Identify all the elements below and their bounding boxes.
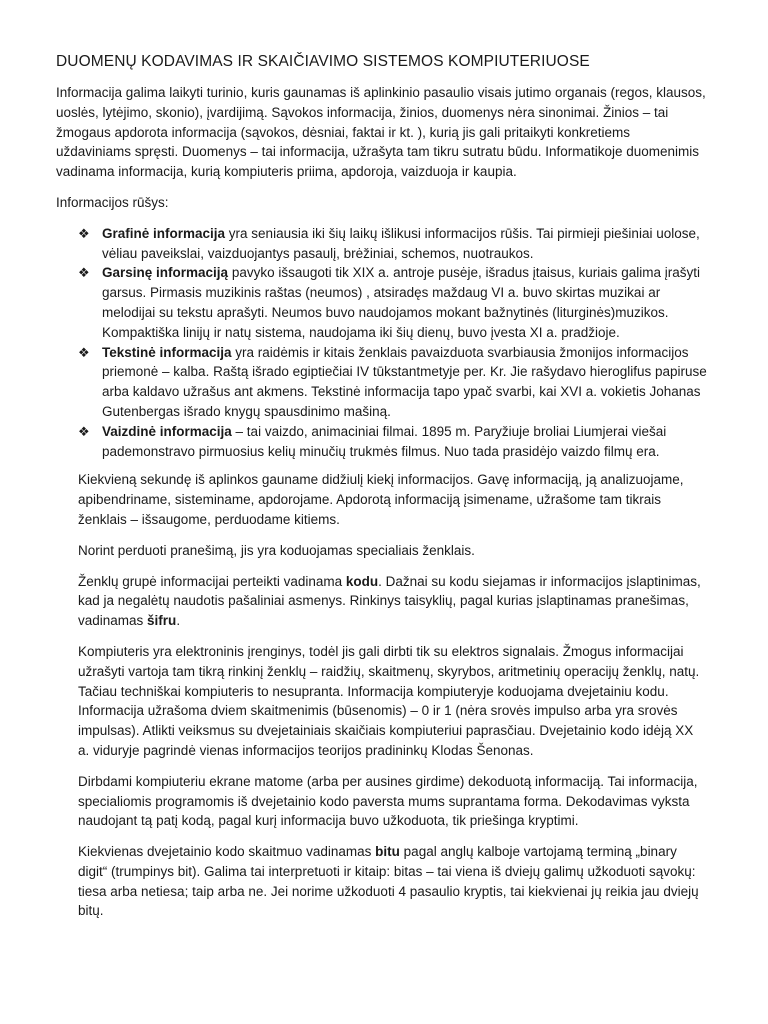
term-visual: Vaizdinė informacija — [102, 423, 232, 439]
document-title: DUOMENŲ KODAVIMAS IR SKAIČIAVIMO SISTEMOS KOMPIUTERIUOSE — [56, 53, 590, 70]
list-item — [78, 263, 708, 342]
term-visual-text: – tai vaizdo, animaciniai filmai. 1895 m. Paryžiuje broliai Liumjerai viešai pademonstravo pirmuosius kelių minučių trukmės filmus. Nuo tada prasidėjo vaizdo filmų era. — [102, 423, 667, 459]
diamond-bullet-icon: ❖ — [78, 423, 90, 439]
bit-text-c: pagal anglų kalboje vartojamą terminą „binary digit“ (trumpinys bit). Galima tai interpretuoti ir kitaip: bitas – tai viena iš dviejų galimų užkoduoti sąvokų: tiesa arba netiesa; taip arba ne. Jei norime užkoduoti 4 pasaulio kryptis, tai kiekvienai jų reikia jau dviejų bitų. — [78, 844, 699, 919]
diamond-bullet-icon: ❖ — [78, 265, 90, 281]
information-types-list — [78, 224, 708, 462]
diamond-bullet-icon: ❖ — [78, 225, 90, 241]
term-code: kodu — [345, 573, 379, 589]
diamond-bullet-icon: ❖ — [78, 344, 90, 360]
transmit-paragraph: Norint perduoti pranešimą, jis yra koduojamas specialiais ženklais. — [78, 542, 475, 558]
decode-paragraph: Dirbdami kompiuteriu ekrane matome (arba per ausines girdime) dekoduotą informaciją. Tai informacija, specialiomis programomis iš dvejetainio kodo paversta mums suprantama forma. Dekodavimas vyksta naudojant tą patį kodą, pagal kurį informacija buvo užkoduota, tik priešinga kryptimi. — [78, 773, 698, 829]
term-sound: Garsinę informaciją — [102, 265, 229, 281]
list-item — [78, 343, 708, 422]
bit-text-a: Kiekvienas dvejetainio kodo skaitmuo vadinamas — [78, 844, 376, 860]
term-bit: bitu — [375, 844, 400, 860]
code-text-a: Ženklų grupė informacijai perteikti vadinama — [78, 573, 346, 589]
term-graphic: Grafinė informacija — [102, 225, 226, 241]
term-text-text: yra raidėmis ir kitais ženklais pavaizduota svarbiausia žmonijos informacijos priemonė – kalba. Raštą išrado egiptiečiai IV tūkstantmetyje per. Kr. Jie rašydavo hieroglifus papiruse arba kaldavo užrašus ant akmens. Tekstinė informacija tapo ypač svarbi, kai XVI a. vokietis Johanas Gutenbergas išrado knygų spausdinimo mašiną. — [102, 344, 707, 419]
term-cipher: šifru — [147, 613, 177, 629]
types-heading: Informacijos rūšys: — [56, 194, 169, 210]
list-item — [78, 422, 708, 462]
term-graphic-text: yra seniausia iki šių laikų išlikusi informacijos rūšis. Tai pirmieji piešiniai uolose, vėliau paveikslai, vaizduojantys pasaulį, brėžiniai, schemos, nuotraukos. — [102, 225, 700, 261]
intro-paragraph: Informacija galima laikyti turinio, kuris gaunamas iš aplinkinio pasaulio visais jutimo organais (regos, klausos, uoslės, lytėjimo, skonio), įvardijimą. Sąvokos informacija, žinios, duomenys nėra sinonimai. Žinios – tai žmogaus apdorota informacija (sąvokos, dėsniai, faktai ir kt. ), kurią jis gali pritaikyti konkretiems uždaviniams spręsti. Duomenys – tai informacija, užrašyta tam tikru sutratu būdu. Informatikoje duomenimis vadinama informacija, kurią kompiuteris priima, apdoroja, vaizduoja ir kaupia. — [56, 85, 706, 180]
body-section — [56, 470, 708, 921]
bit-paragraph — [78, 842, 708, 921]
code-paragraph — [78, 572, 708, 631]
computer-paragraph: Kompiuteris yra elektroninis įrenginys, todėl jis gali dirbti tik su elektros signalais. Žmogus informacijai užrašyti vartoja tam tikrą rinkinį ženklų – raidžių, skaitmenų, skyrybos, aritmetinių operacijų ženklų, natų. Tačiau techniškai kompiuteris to nesupranta. Informacija kompiuteryje koduojama dvejetainiu kodu. Informacija užrašoma dviem skaitmenimis (būsenomis) – 0 ir 1 (nėra srovės impulso arba yra srovės impulsas). Atlikti veiksmus su dvejetainiais skaičiais kompiuteriui paprasčiau. Dvejetainio kodo idėją XX a. viduryje pagrindė vienas informacijos teorijos pradininkų Klodas Šenonas. — [78, 643, 700, 758]
every-second-paragraph: Kiekvieną sekundę iš aplinkos gauname didžiulį kiekį informacijos. Gavę informaciją, ją analizuojame, apibendriname, sisteminame, apdorojame. Apdorotą informaciją įsimename, užrašome tam tikrais ženklais – išsaugome, perduodame kitiems. — [78, 472, 684, 527]
term-text: Tekstinė informacija — [102, 344, 232, 360]
code-text-e: . — [176, 613, 181, 629]
list-item — [78, 224, 708, 264]
term-sound-text: pavyko išsaugoti tik XIX a. antroje pusėje, išradus įtaisus, kuriais galima įrašyti garsus. Pirmasis muzikinis raštas (neumos) , atsiradęs maždaug VI a. buvo skirtas muzikai ar melodijai su tekstu aprašyti. Neumos buvo naudojamos mokant bažnytinės (liturginės)muzikos. Kompaktiška linijų ir natų sistema, naudojama iki šių dienų, buvo įvesta XI a. pradžioje. — [102, 265, 701, 340]
code-text-c: . Dažnai su kodu siejamas ir informacijos įslaptinimas, kad ja negalėtų naudotis pašaliniai asmenys. Rinkinys taisyklių, pagal kurias įslaptinamas pranešimas, vadinamas — [78, 573, 701, 629]
